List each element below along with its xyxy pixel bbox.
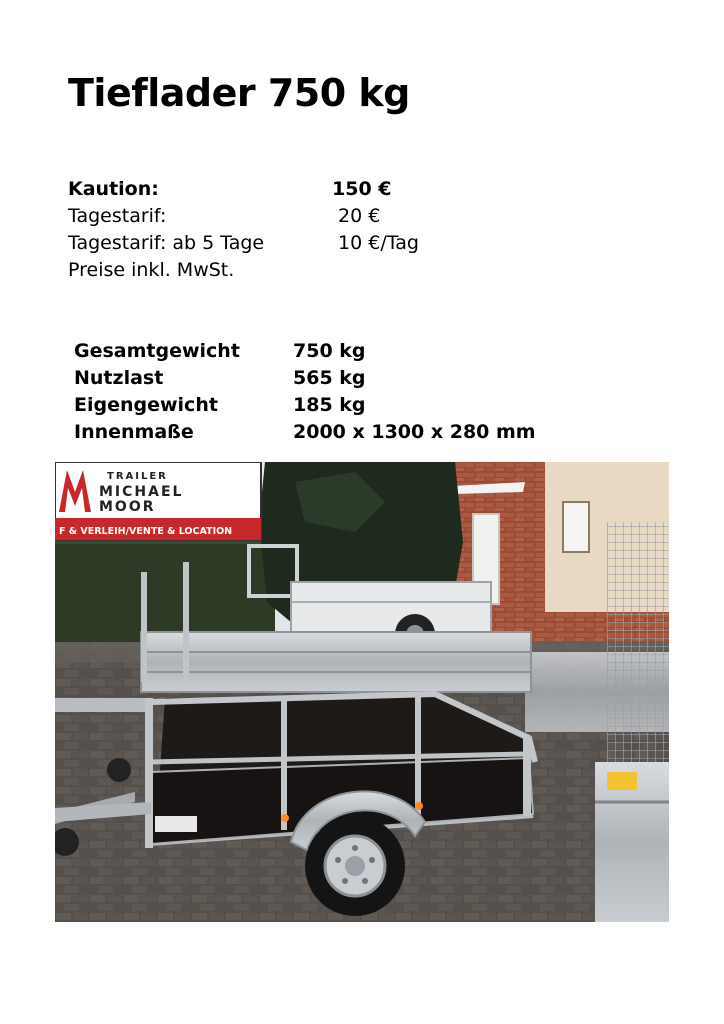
spec-label: Nutzlast: [74, 367, 164, 389]
sign-line2: MICHAEL: [99, 484, 184, 500]
price-note: Preise inkl. MwSt.: [68, 259, 235, 281]
spec-value: 565 kg: [293, 367, 366, 389]
deposit-label: Kaution:: [68, 178, 159, 200]
hedge: [55, 532, 275, 642]
day-rate-5-value: 10 €/Tag: [332, 232, 419, 254]
company-sign: [55, 462, 261, 540]
trailer-photo: [55, 462, 669, 922]
day-rate-label: Tagestarif:: [68, 205, 167, 227]
day-rate-value: 20 €: [332, 205, 381, 227]
spec-label: Gesamtgewicht: [74, 340, 240, 362]
spec-value: 2000 x 1300 x 280 mm: [293, 421, 536, 443]
spec-label: Eigengewicht: [74, 394, 218, 416]
day-rate-5-label: Tagestarif: ab 5 Tage: [68, 232, 265, 254]
spec-value: 185 kg: [293, 394, 366, 416]
sign-line3: MOOR: [99, 499, 156, 515]
sign-banner: F & VERLEIH/VENTE & LOCATION: [59, 526, 233, 537]
page-title: Tieflader 750 kg: [68, 71, 410, 115]
spec-label: Innenmaße: [74, 421, 194, 443]
spec-value: 750 kg: [293, 340, 366, 362]
deposit-value: 150 €: [332, 178, 392, 200]
sign-line1: TRAILER: [107, 471, 168, 482]
